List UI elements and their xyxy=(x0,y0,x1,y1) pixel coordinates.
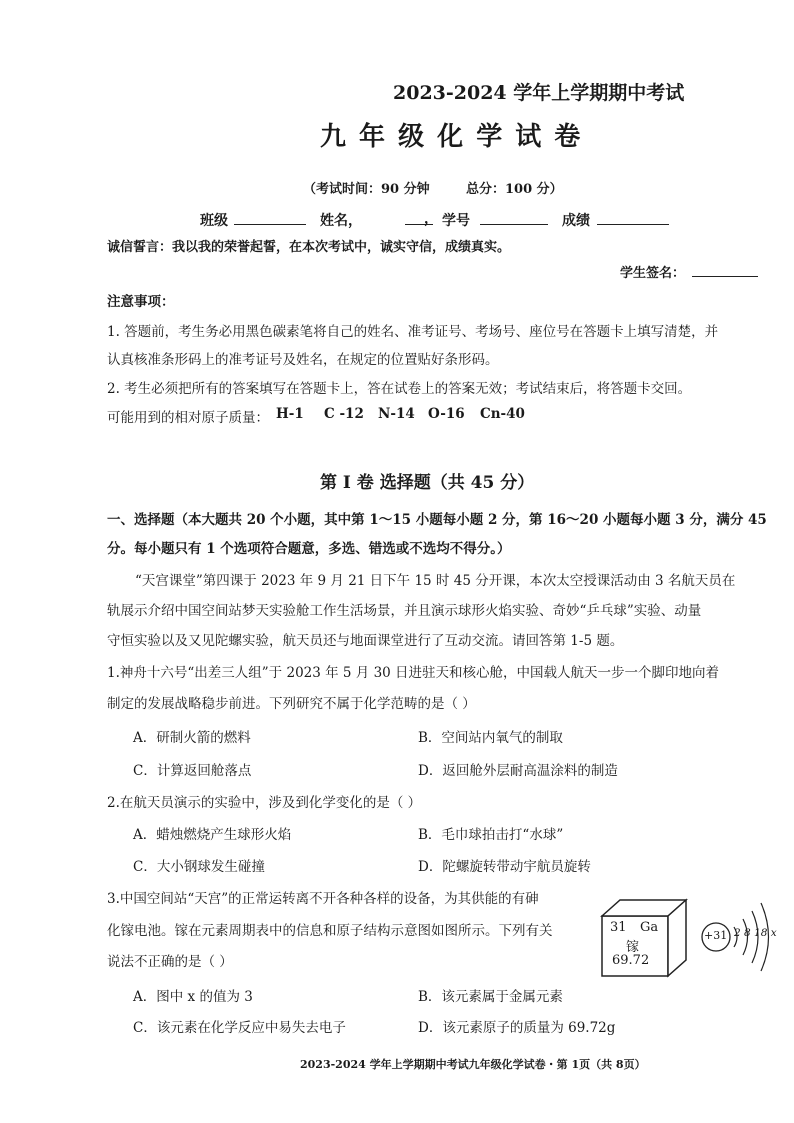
element-mass: 69.72 xyxy=(612,953,650,968)
atomic-mass-n: N-14 xyxy=(378,406,415,422)
note-item-1-line-1: 1. 答题前，考生务必用黑色碳素笔将自己的姓名、准考证号、考场号、座位号在答题卡上填写清楚，并 xyxy=(107,324,719,340)
note-item-1-line-2: 认真核准条形码上的准考证号及姓名，在规定的位置贴好条形码。 xyxy=(107,352,499,368)
class-label: 班级 xyxy=(200,213,228,229)
section-instruction-line-1: 一、选择题（本大题共 20 个小题，其中第 1～15 小题每小题 2 分，第 16～20 小题每小题 3 分，满分 45 xyxy=(107,512,767,528)
class-blank[interactable] xyxy=(234,210,306,225)
passage-line-3: 守恒实验以及又见陀螺实验，航天员还与地面课堂进行了互动交流。请回答第 1-5 题。 xyxy=(107,633,624,649)
question-2-option-d[interactable]: D．陀螺旋转带动宇航员旋转 xyxy=(418,859,591,875)
question-1-option-d[interactable]: D．返回舱外层耐高温涂料的制造 xyxy=(418,763,618,779)
name-blank-mark: ， xyxy=(424,211,438,227)
atomic-mass-h: H-1 xyxy=(276,406,304,422)
question-3-option-c[interactable]: C．该元素在化学反应中易失去电子 xyxy=(133,1020,346,1036)
question-3-stem-line-2: 化镓电池。镓在元素周期表中的信息和原子结构示意图如图所示。下列有关 xyxy=(107,923,553,939)
passage-line-1: “天宫课堂”第四课于 2023 年 9 月 21 日下午 15 时 45 分开课，本次太空授课活动由 3 名航天员在 xyxy=(135,573,736,589)
atom-nucleus-charge: +31 xyxy=(704,929,728,942)
total-score: 总分：100 分） xyxy=(466,182,563,197)
section-title: 第 I 卷 选择题（共 45 分） xyxy=(320,473,535,493)
name-label: 姓名， xyxy=(320,213,362,229)
note-item-2: 2. 考生必须把所有的答案填写在答题卡上，答在试卷上的答案无效；考试结束后，将答题卡交回。 xyxy=(107,381,692,397)
question-2-stem: 2.在航天员演示的实验中，涉及到化学变化的是（ ） xyxy=(107,795,422,811)
element-symbol: Ga xyxy=(640,920,659,935)
question-1-option-c[interactable]: C．计算返回舱落点 xyxy=(133,763,252,779)
atom-shell-electrons: 2 8 18 x xyxy=(734,927,777,939)
question-3-option-d[interactable]: D．该元素原子的质量为 69.72g xyxy=(418,1020,616,1036)
element-number: 31 xyxy=(610,920,627,935)
atomic-mass-o: O-16 xyxy=(428,406,465,422)
question-2-option-b[interactable]: B．毛巾球拍击打“水球” xyxy=(418,827,564,843)
id-blank[interactable] xyxy=(480,210,548,225)
id-label: 学号 xyxy=(442,213,470,229)
question-1-option-a[interactable]: A．研制火箭的燃料 xyxy=(133,730,251,746)
question-3-option-b[interactable]: B．该元素属于金属元素 xyxy=(418,989,563,1005)
school-year-title: 2023-2024 学年上学期期中考试 xyxy=(393,82,685,104)
question-2-option-c[interactable]: C．大小钢球发生碰撞 xyxy=(133,859,265,875)
question-1-stem-line-2: 制定的发展战略稳步前进。下列研究不属于化学范畴的是（ ） xyxy=(107,696,476,712)
question-1-stem-line-1: 1.神舟十六号“出差三人组”于 2023 年 5 月 30 日进驻天和核心舱，中国载人航天一步一个脚印地向着 xyxy=(107,665,720,681)
question-3-option-a[interactable]: A．图中 x 的值为 3 xyxy=(133,989,253,1005)
question-1-option-b[interactable]: B．空间站内氧气的制取 xyxy=(418,730,563,746)
section-instruction-line-2: 分。每小题只有 1 个选项符合题意，多选、错选或不选均不得分。） xyxy=(107,541,511,557)
notes-title: 注意事项： xyxy=(107,294,175,310)
question-3-stem-line-1: 3.中国空间站“天宫”的正常运转离不开各种各样的设备，为其供能的有砷 xyxy=(107,891,539,907)
question-3-stem-line-3: 说法不正确的是（ ） xyxy=(107,954,233,970)
exam-title: 九 年 级 化 学 试 卷 xyxy=(320,122,583,152)
signature-blank[interactable] xyxy=(692,262,758,277)
atomic-mass-c: C -12 xyxy=(324,406,364,422)
atomic-mass-ca: Cn-40 xyxy=(480,406,525,422)
honesty-pledge: 诚信誓言：我以我的荣誉起誓，在本次考试中，诚实守信，成绩真实。 xyxy=(107,240,511,255)
question-2-option-a[interactable]: A．蜡烛燃烧产生球形火焰 xyxy=(133,827,292,843)
grade-label: 成绩 xyxy=(562,213,590,229)
page-footer: 2023-2024 学年上学期期中考试九年级化学试卷・第 1页（共 8页） xyxy=(300,1058,646,1071)
element-name: 镓 xyxy=(626,940,640,955)
grade-blank[interactable] xyxy=(597,210,669,225)
signature-label: 学生签名： xyxy=(620,266,686,281)
atomic-masses-label: 可能用到的相对原子质量： xyxy=(107,410,269,426)
exam-time: （考试时间：90 分钟 xyxy=(303,182,430,197)
passage-line-2: 轨展示介绍中国空间站梦天实验舱工作生活场景，并且演示球形火焰实验、奇妙“乒乓球”实验、动量 xyxy=(107,603,702,619)
